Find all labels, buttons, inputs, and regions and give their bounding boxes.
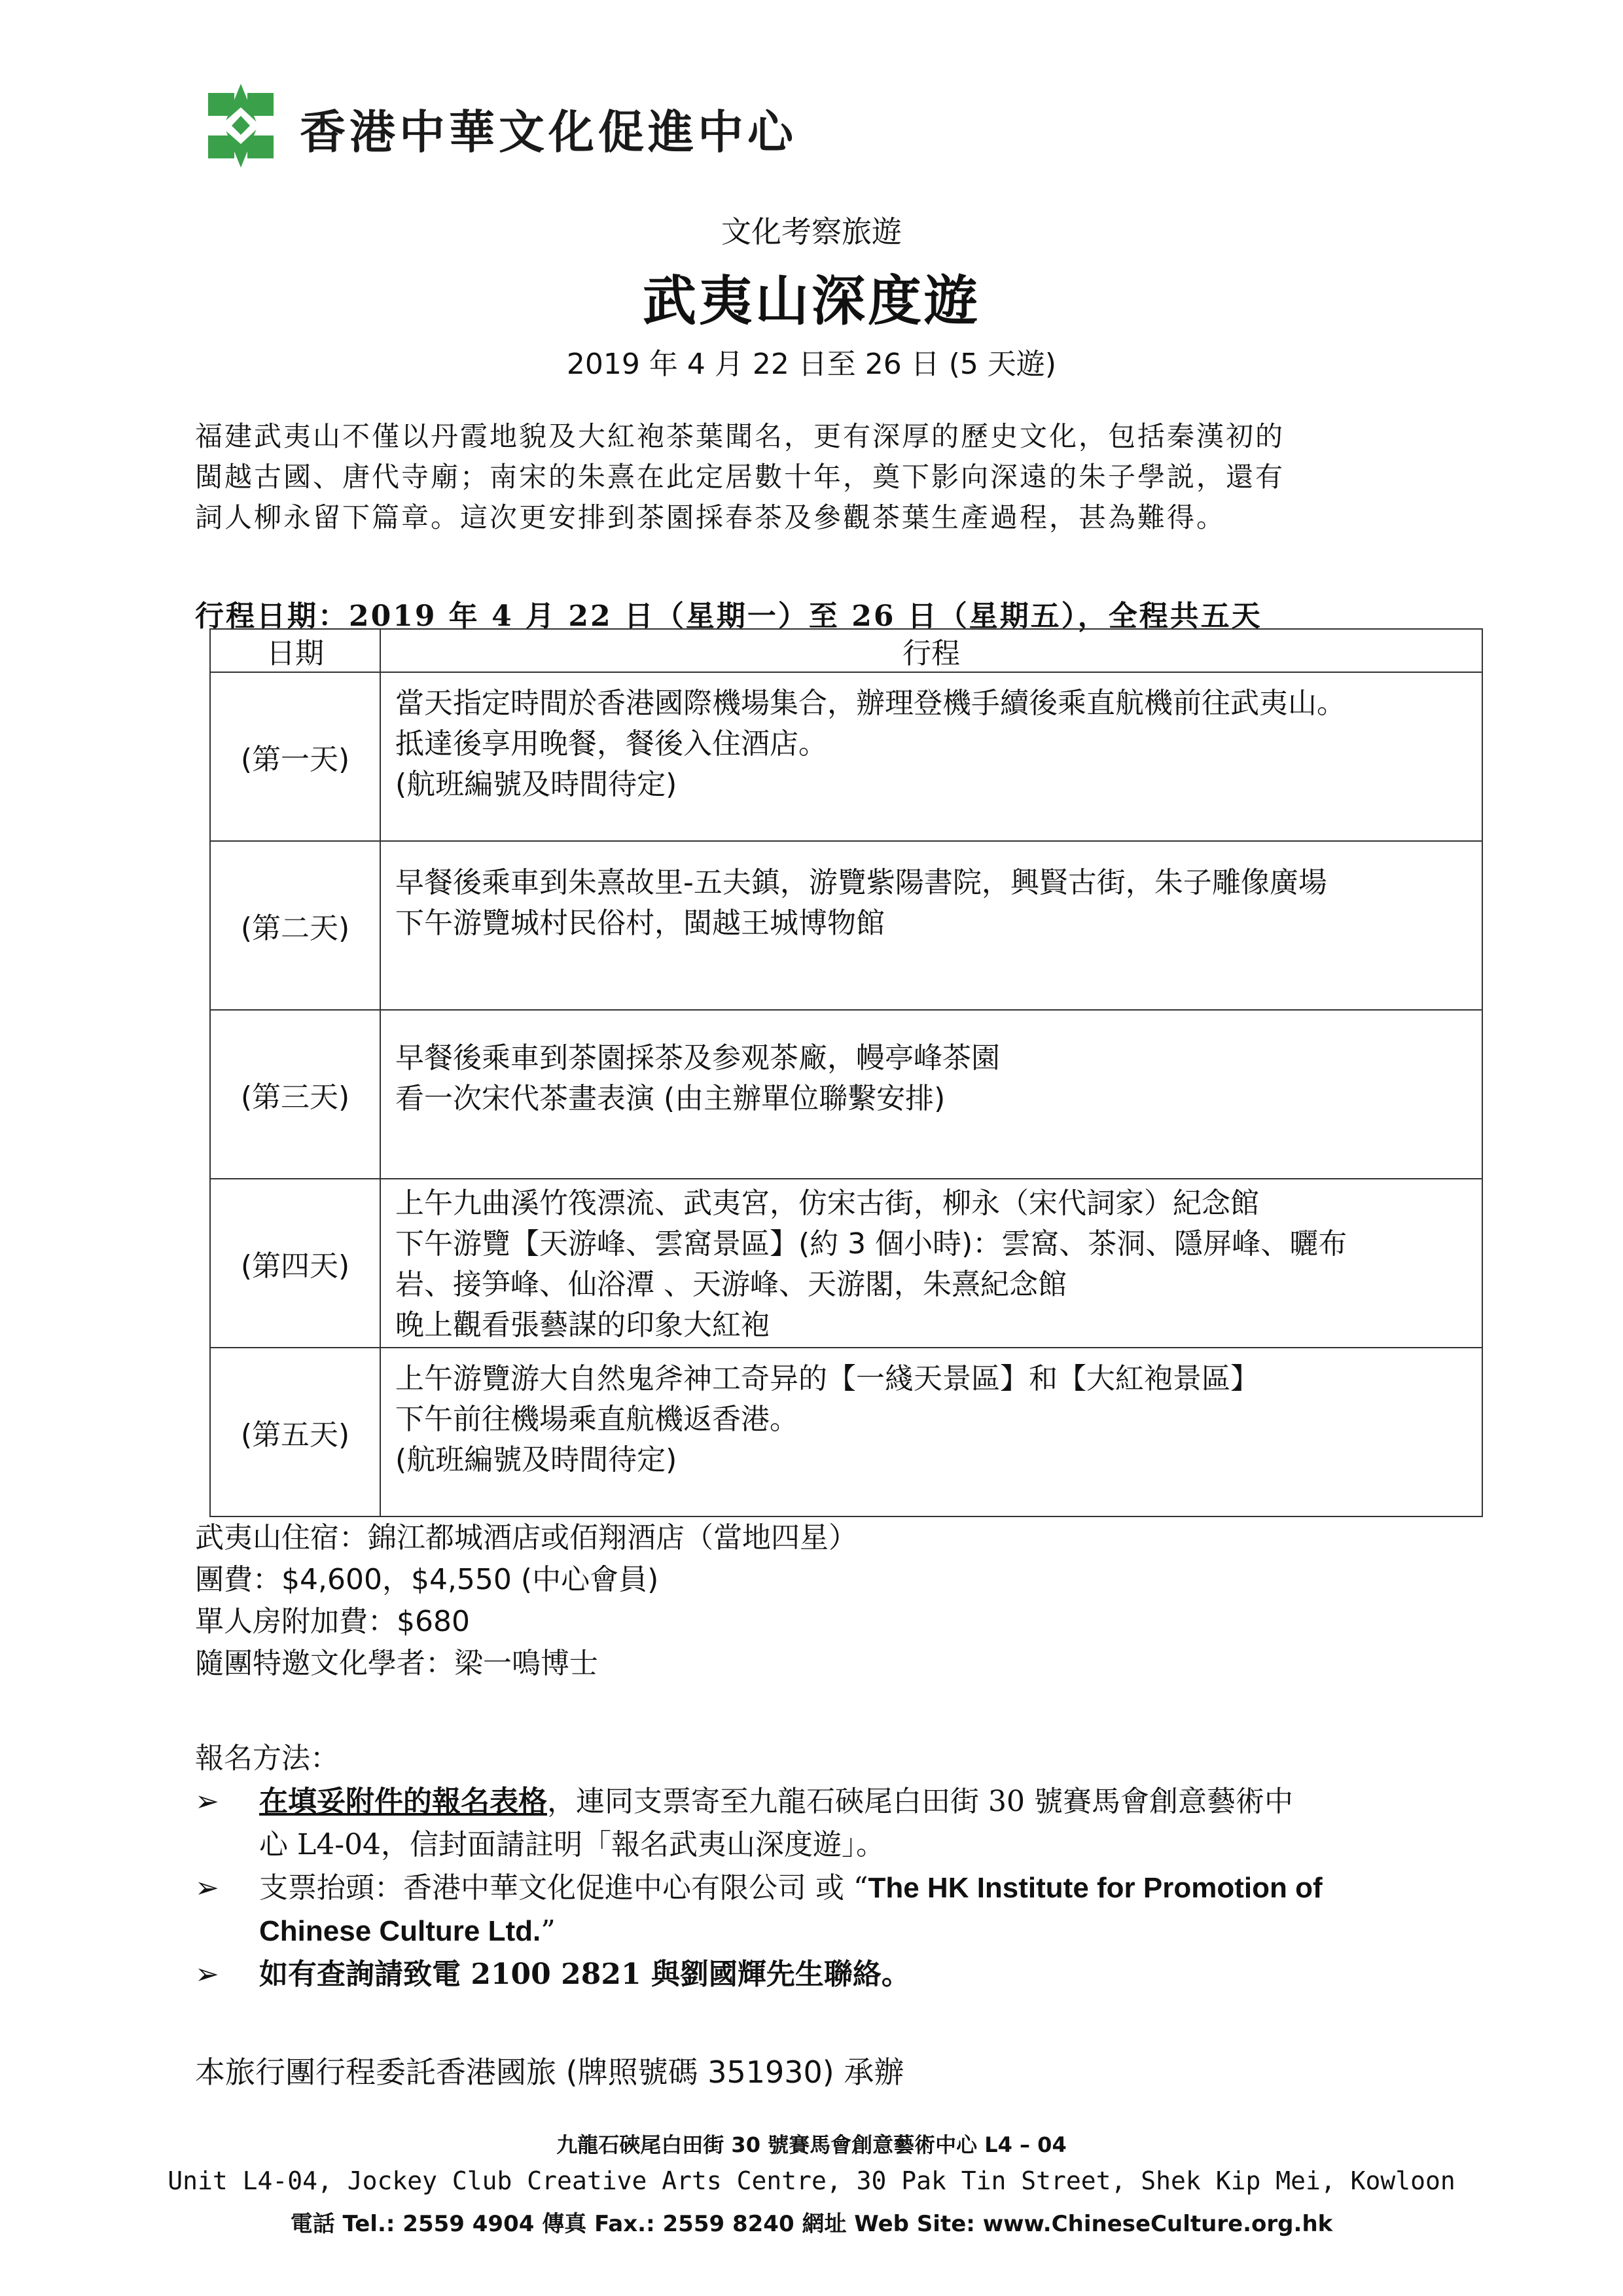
- plan-line: 當天指定時間於香港國際機場集合，辦理登機手續後乘直航機前往武夷山。: [395, 687, 1346, 720]
- table-row: [210, 672, 1482, 841]
- event-title: 武夷山深度遊: [642, 270, 980, 332]
- registration-title: 報名方法：: [195, 1742, 339, 1775]
- registration-list: [195, 1780, 1323, 1996]
- intro-line: 福建武夷山不僅以丹霞地貌及大紅袍茶葉聞名，更有深厚的歷史文化，包括秦漢初的: [195, 420, 1285, 452]
- itinerary-table: [209, 628, 1483, 1517]
- single-room-info: 單人房附加費：$680: [195, 1605, 470, 1638]
- registration-text: 心 L4-04，信封面請註明「報名武夷山深度遊」。: [259, 1828, 885, 1861]
- event-category: 文化考察旅遊: [721, 214, 902, 249]
- day-plan: [380, 1179, 1482, 1348]
- registration-form-link[interactable]: 在填妥附件的報名表格: [259, 1785, 547, 1818]
- list-item-continuation: [195, 1910, 1323, 1953]
- list-item: [195, 1780, 1323, 1823]
- day-label: (第三天): [210, 1010, 380, 1179]
- cheque-payee-close-quote: ”: [541, 1914, 556, 1948]
- plan-line: (航班編號及時間待定): [395, 768, 677, 801]
- plan-line: 上午游覽游大自然鬼斧神工奇异的【一綫天景區】和【大紅袍景區】: [395, 1362, 1259, 1395]
- list-item: [195, 1867, 1323, 1910]
- cheque-payee-text: 支票抬頭：香港中華文化促進中心有限公司 或 “: [259, 1871, 868, 1905]
- plan-line: 下午前往機場乘直航機返香港。: [395, 1403, 798, 1436]
- intro-line: 閩越古國、唐代寺廟；南宋的朱熹在此定居數十年，奠下影向深遠的朱子學説，還有: [195, 461, 1285, 493]
- list-item: [195, 1953, 1323, 1996]
- hotel-info: 武夷山住宿：錦江都城酒店或佰翔酒店（當地四星）: [195, 1521, 857, 1554]
- day-plan: [380, 1010, 1482, 1179]
- table-row: [210, 841, 1482, 1010]
- plan-line: 上午九曲溪竹筏漂流、武夷宮，仿宋古街，柳永（宋代詞家）紀念館: [395, 1187, 1259, 1220]
- list-item-continuation: [195, 1823, 1323, 1867]
- day-label: (第二天): [210, 841, 380, 1010]
- cheque-payee-english: Chinese Culture Ltd.: [259, 1915, 541, 1947]
- arrow-bullet-icon: ➢: [195, 1958, 219, 1991]
- day-plan: [380, 1348, 1482, 1516]
- plan-column-header: 行程: [380, 629, 1482, 672]
- day-label: (第五天): [210, 1348, 380, 1516]
- table-row: [210, 1348, 1482, 1516]
- itinerary-heading: 行程日期：2019 年 4 月 22 日（星期一）至 26 日（星期五），全程共五天: [195, 600, 1262, 633]
- plan-line: 下午游覽城村民俗村，閩越王城博物館: [395, 906, 885, 940]
- table-row: [210, 1179, 1482, 1348]
- footer-contact: 電話 Tel.: 2559 4904 傳真 Fax.: 2559 8240 網址 Web Site: www.ChineseCulture.org.hk: [290, 2211, 1333, 2237]
- enquiry-text: 如有查詢請致電 2100 2821 與劉國輝先生聯絡。: [259, 1958, 910, 1991]
- date-column-header: 日期: [210, 629, 380, 672]
- plan-line: 晚上觀看張藝謀的印象大紅袍: [395, 1308, 770, 1342]
- cheque-payee-english: The HK Institute for Promotion of: [868, 1872, 1323, 1904]
- event-dates: 2019 年 4 月 22 日至 26 日 (5 天遊): [566, 348, 1057, 381]
- plan-line: 早餐後乘車到茶園採茶及参观茶廠，幔亭峰茶園: [395, 1041, 1000, 1075]
- footer-address-en: Unit L4-04, Jockey Club Creative Arts Centre, 30 Pak Tin Street, Shek Kip Mei, Kowloon: [168, 2166, 1455, 2195]
- plan-line: 抵達後享用晚餐，餐後入住酒店。: [395, 727, 827, 761]
- plan-line: (航班編號及時間待定): [395, 1443, 677, 1477]
- tour-info: [195, 1517, 857, 1685]
- day-label: (第四天): [210, 1179, 380, 1348]
- table-header-row: [210, 629, 1482, 672]
- registration-text: ，連同支票寄至九龍石硤尾白田街 30 號賽馬會創意藝術中: [547, 1785, 1293, 1818]
- plan-line: 看一次宋代茶畫表演 (由主辦單位聯繫安排): [395, 1082, 946, 1115]
- plan-line: 岩、接笋峰、仙浴潭 、天游峰、天游閣，朱熹紀念館: [395, 1268, 1067, 1301]
- logo-emblem-icon: [195, 80, 287, 171]
- travel-agency-note: 本旅行團行程委託香港國旅 (牌照號碼 351930) 承辦: [195, 2054, 904, 2090]
- organization-name: 香港中華文化促進中心: [300, 105, 797, 159]
- scholar-info: 隨團特邀文化學者：梁一鳴博士: [195, 1647, 598, 1680]
- footer-address-zh: 九龍石硤尾白田街 30 號賽馬會創意藝術中心 L4 – 04: [556, 2132, 1067, 2157]
- day-label: (第一天): [210, 672, 380, 841]
- organization-logo: [195, 77, 797, 175]
- intro-line: 詞人柳永留下篇章。這次更安排到茶園採春茶及參觀茶葉生產過程，甚為難得。: [195, 501, 1226, 533]
- arrow-bullet-icon: ➢: [195, 1785, 219, 1818]
- arrow-bullet-icon: ➢: [195, 1871, 219, 1905]
- fee-info: 團費：$4,600，$4,550 (中心會員): [195, 1563, 659, 1596]
- plan-line: 早餐後乘車到朱熹故里-五夫鎮，游覽紫陽書院，興賢古街，朱子雕像廣場: [395, 866, 1327, 899]
- day-plan: [380, 841, 1482, 1010]
- day-plan: [380, 672, 1482, 841]
- intro-paragraph: [195, 416, 1432, 538]
- plan-line: 下午游覽【天游峰、雲窩景區】(約 3 個小時)：雲窩、茶洞、隱屏峰、曬布: [395, 1227, 1347, 1261]
- table-row: [210, 1010, 1482, 1179]
